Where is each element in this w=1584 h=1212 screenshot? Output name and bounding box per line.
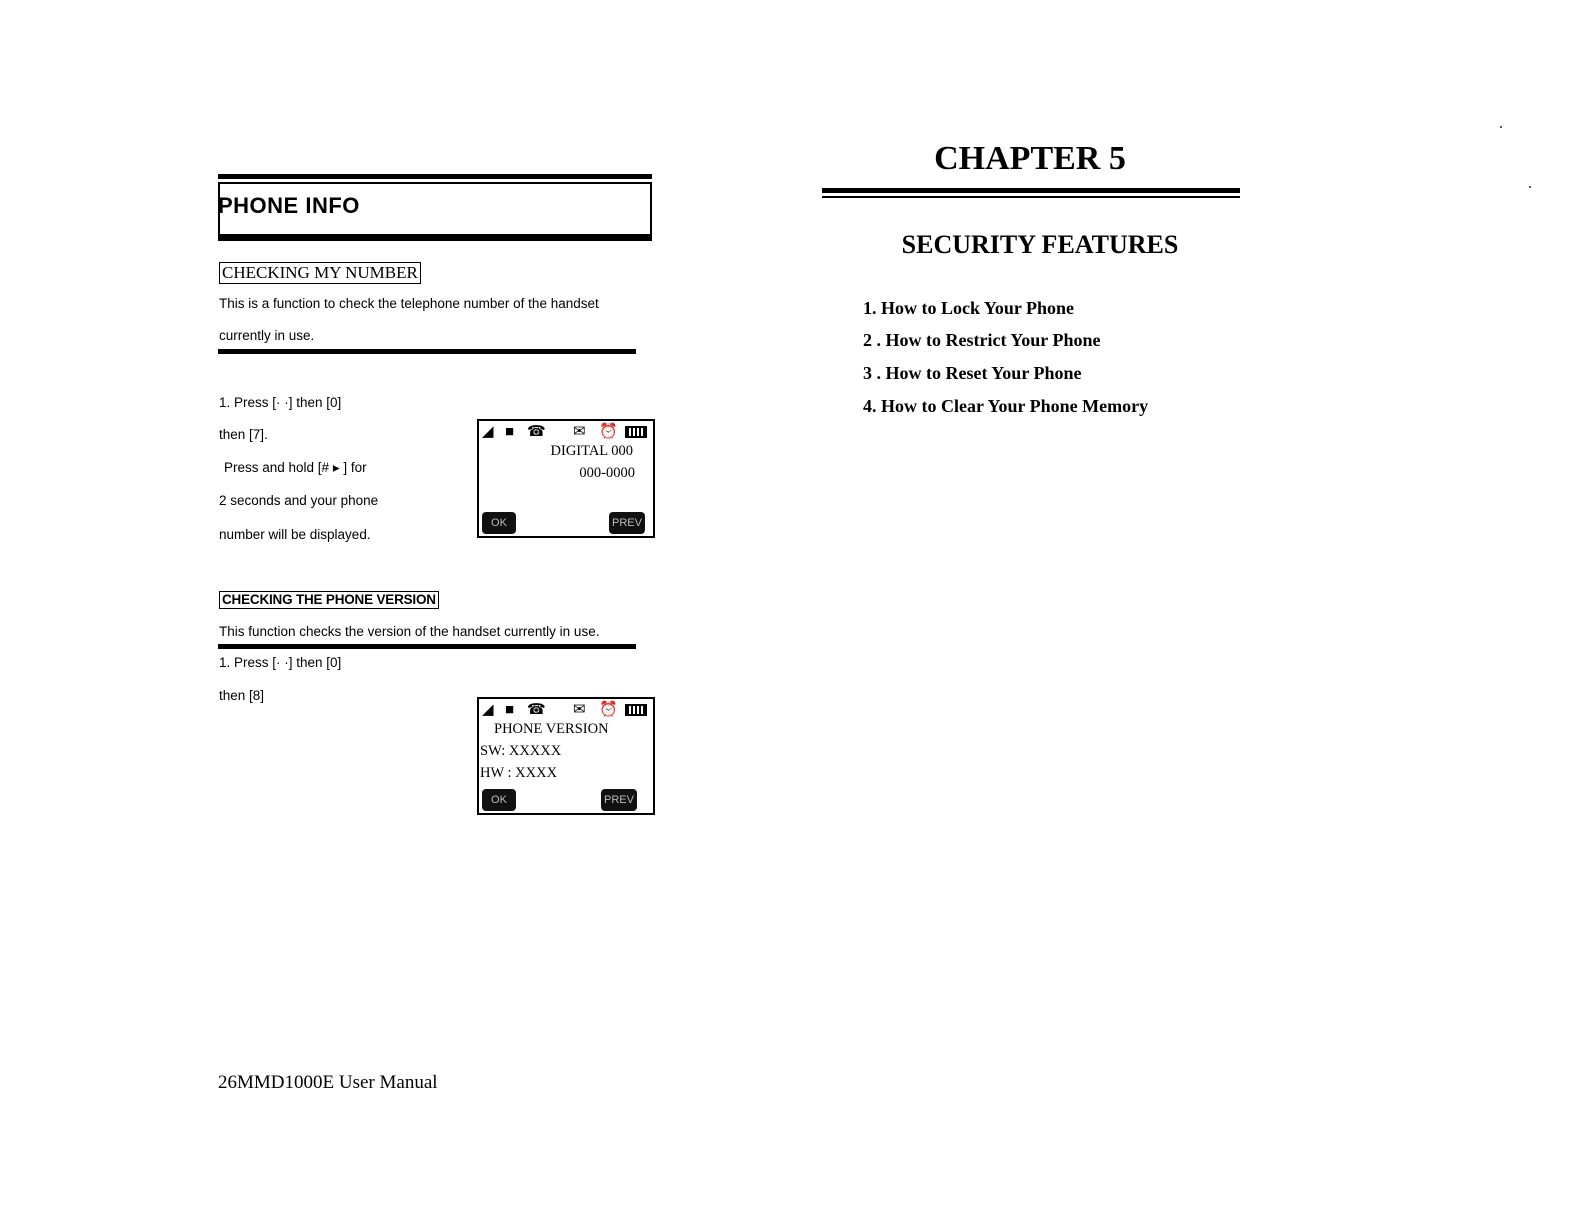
page-title: PHONE INFO [218,193,360,218]
header-rule-bottom [218,236,652,241]
toc-item-reset-phone: 3 . How to Reset Your Phone [863,363,1082,383]
chapter-rule-thin [822,196,1240,198]
battery-icon [625,426,647,438]
section1-step-4: 2 seconds and your phone [219,493,379,508]
softkey-ok: OK [482,789,516,811]
header-rule-top [218,174,652,179]
section2-step-2: then [8] [219,688,265,703]
softkey-ok: OK [482,512,516,534]
digital-mode-icon: ■ [505,424,515,440]
section1-description-line1: This is a function to check the telephone number of the handset [219,296,599,311]
status-icon-bar [481,701,649,719]
display-version-title: PHONE VERSION [494,721,609,737]
phone-icon: ☎ [527,424,546,440]
section-title-checking-my-number: CHECKING MY NUMBER [219,262,421,284]
envelope-icon: ✉ [573,702,586,718]
section1-step-2: then [7]. [219,427,268,442]
section-title-checking-phone-version: CHECKING THE PHONE VERSION [219,591,439,609]
section2-step-1: 1. Press [· ·] then [0] [219,655,342,670]
scan-speck [1529,186,1531,188]
scan-speck [1500,126,1502,128]
alarm-clock-icon: ⏰ [599,424,618,440]
section1-step-3: Press and hold [# ▸ ] for [224,460,367,475]
toc-item-clear-memory: 4. How to Clear Your Phone Memory [863,396,1149,416]
display-carrier-line: DIGITAL 000 [550,443,633,459]
section-heading-security-features: SECURITY FEATURES [901,230,1179,259]
phone-number-display [477,419,655,538]
display-software-version: SW: XXXXX [480,743,562,759]
display-phone-number: 000-0000 [579,465,635,481]
section2-description: This function checks the version of the handset currently in use. [219,624,600,639]
signal-icon: ◢ [482,702,494,718]
softkey-prev: PREV [609,512,645,534]
alarm-clock-icon: ⏰ [599,702,618,718]
digital-mode-icon: ■ [505,702,515,718]
section1-step-1: 1. Press [· ·] then [0] [219,395,342,410]
section1-rule [218,349,636,354]
chapter-heading: CHAPTER 5 [934,140,1126,177]
softkey-prev: PREV [601,789,637,811]
status-icon-bar [481,423,649,441]
footer-manual-title: 26MMD1000E User Manual [218,1072,438,1093]
phone-icon: ☎ [527,702,546,718]
battery-icon [625,704,647,716]
chapter-rule-thick [822,188,1240,193]
toc-item-restrict-phone: 2 . How to Restrict Your Phone [863,330,1101,350]
section2-rule [218,644,636,649]
phone-version-display [477,697,655,815]
signal-icon: ◢ [482,424,494,440]
toc-item-lock-phone: 1. How to Lock Your Phone [863,298,1075,318]
section1-description-line2: currently in use. [219,328,315,343]
section1-step-5: number will be displayed. [219,527,371,542]
display-hardware-version: HW : XXXX [480,765,558,781]
envelope-icon: ✉ [573,424,586,440]
